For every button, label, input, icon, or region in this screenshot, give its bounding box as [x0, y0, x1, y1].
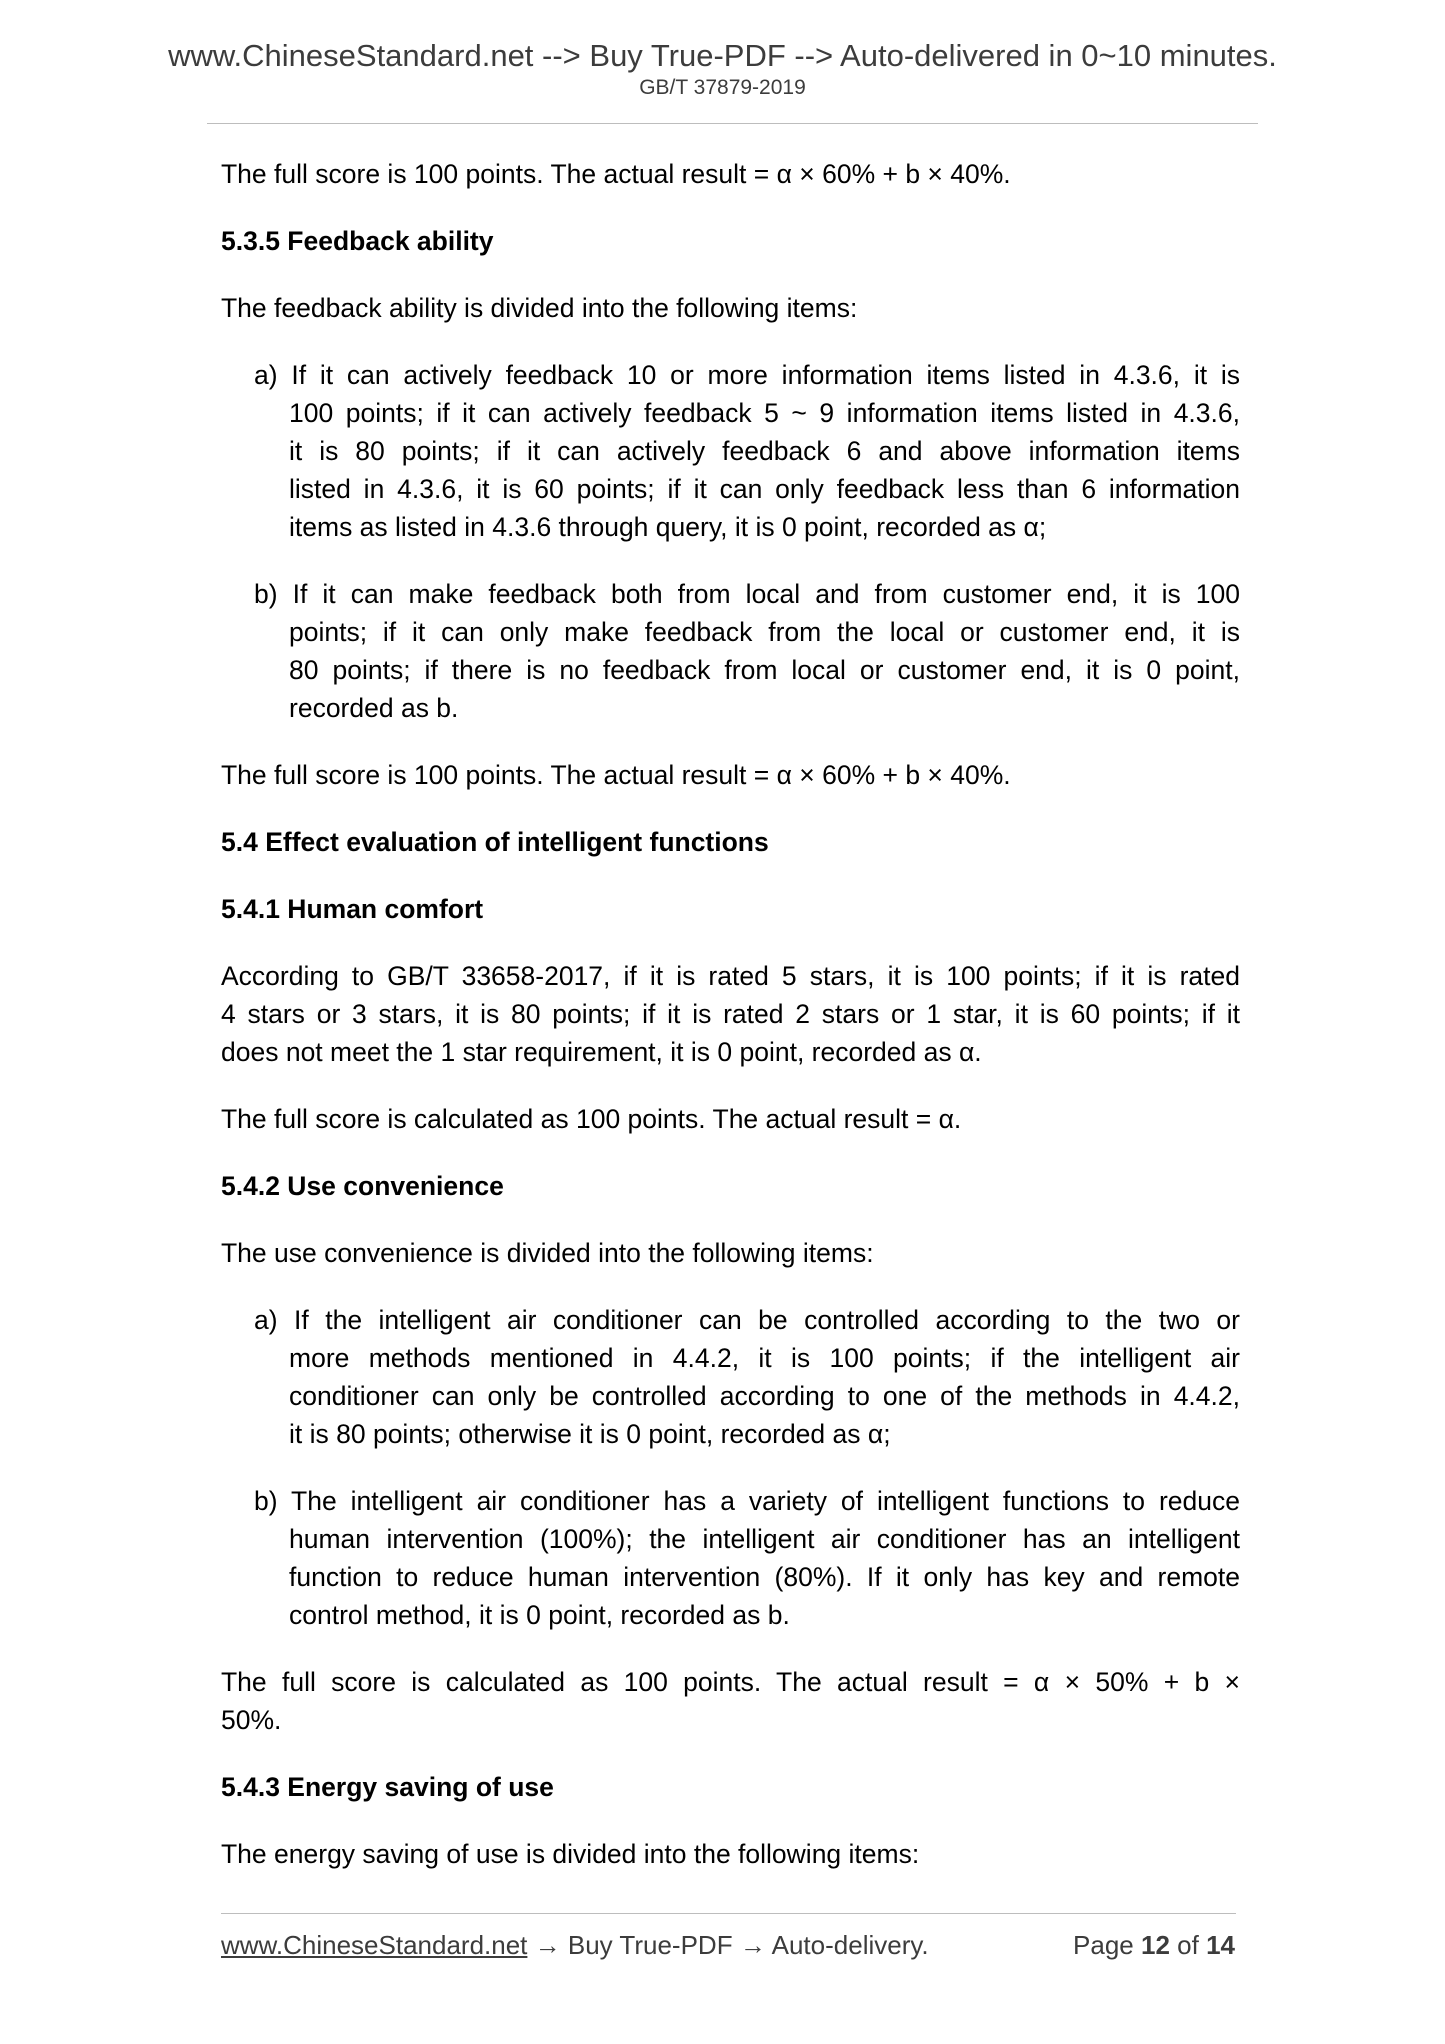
list-item-line: it is 80 points; otherwise it is 0 point, recorded as α;: [289, 1419, 891, 1449]
list-item-line: listed in 4.3.6, it is 60 points; if it can only feedback less than 6 information: [289, 474, 1240, 504]
section-heading: 5.4.3 Energy saving of use: [221, 1772, 554, 1802]
section-heading: 5.4.1 Human comfort: [221, 894, 484, 924]
score-formula: The full score is 100 points. The actual result = α × 60% + b × 40%.: [221, 760, 1011, 790]
list-item-line: 100 points; if it can actively feedback 5 ~ 9 information items listed in 4.3.6,: [289, 398, 1240, 428]
list-item: a) If the intelligent air conditioner can be controlled according to the two or: [254, 1305, 1240, 1335]
footer-divider: [221, 1913, 1236, 1914]
page-label: Page: [1073, 1930, 1134, 1960]
site-link[interactable]: www.ChineseStandard.net: [221, 1930, 528, 1960]
list-item-line: more methods mentioned in 4.4.2, it is 100 points; if the intelligent air: [289, 1343, 1240, 1373]
header-divider: [207, 123, 1258, 124]
paragraph-line: According to GB/T 33658-2017, if it is rated 5 stars, it is 100 points; if it is rated: [221, 961, 1240, 991]
paragraph: The use convenience is divided into the following items:: [221, 1238, 874, 1268]
section-heading: 5.3.5 Feedback ability: [221, 226, 494, 256]
page-indicator: [1073, 1930, 1235, 1961]
paragraph-line: 4 stars or 3 stars, it is 80 points; if it is rated 2 stars or 1 star, it is 60 points; if it: [221, 999, 1240, 1029]
list-item-line: 80 points; if there is no feedback from local or customer end, it is 0 point,: [289, 655, 1240, 685]
total-pages: 14: [1206, 1930, 1235, 1960]
standard-number: GB/T 37879-2019: [639, 76, 806, 99]
of-label: of: [1177, 1930, 1199, 1960]
list-item-line: function to reduce human intervention (80%). If it only has key and remote: [289, 1562, 1240, 1592]
score-formula: The full score is calculated as 100 points. The actual result = α.: [221, 1104, 962, 1134]
score-formula: The full score is 100 points. The actual result = α × 60% + b × 40%.: [221, 159, 1011, 189]
paragraph-line: does not meet the 1 star requirement, it is 0 point, recorded as α.: [221, 1037, 982, 1067]
list-item: a) If it can actively feedback 10 or more information items listed in 4.3.6, it is: [254, 360, 1240, 390]
header-banner: www.ChineseStandard.net --> Buy True-PDF --> Auto-delivered in 0~10 minutes.: [168, 38, 1277, 73]
arrow-icon: →: [739, 1930, 766, 1960]
list-item-line: control method, it is 0 point, recorded as b.: [289, 1600, 790, 1630]
arrow-icon: →: [534, 1930, 561, 1960]
score-formula: The full score is calculated as 100 points. The actual result = α × 50% + b ×: [221, 1667, 1240, 1697]
list-item-line: items as listed in 4.3.6 through query, it is 0 point, recorded as α;: [289, 512, 1047, 542]
footer-delivery-text: Auto-delivery.: [771, 1930, 929, 1960]
list-item: b) If it can make feedback both from local and from customer end, it is 100: [254, 579, 1240, 609]
footer-buy-text: Buy True-PDF: [567, 1930, 733, 1960]
list-item-line: human intervention (100%); the intelligent air conditioner has an intelligent: [289, 1524, 1240, 1554]
paragraph: The feedback ability is divided into the following items:: [221, 293, 858, 323]
list-item-line: conditioner can only be controlled according to one of the methods in 4.4.2,: [289, 1381, 1240, 1411]
footer-links: [221, 1930, 929, 1961]
page-number: 12: [1141, 1930, 1170, 1960]
paragraph: The energy saving of use is divided into the following items:: [221, 1839, 920, 1869]
list-item-line: it is 80 points; if it can actively feedback 6 and above information items: [289, 436, 1240, 466]
section-heading: 5.4 Effect evaluation of intelligent functions: [221, 827, 769, 857]
list-item: b) The intelligent air conditioner has a variety of intelligent functions to reduce: [254, 1486, 1240, 1516]
score-formula-cont: 50%.: [221, 1705, 282, 1735]
list-item-line: recorded as b.: [289, 693, 459, 723]
list-item-line: points; if it can only make feedback from the local or customer end, it is: [289, 617, 1240, 647]
section-heading: 5.4.2 Use convenience: [221, 1171, 504, 1201]
